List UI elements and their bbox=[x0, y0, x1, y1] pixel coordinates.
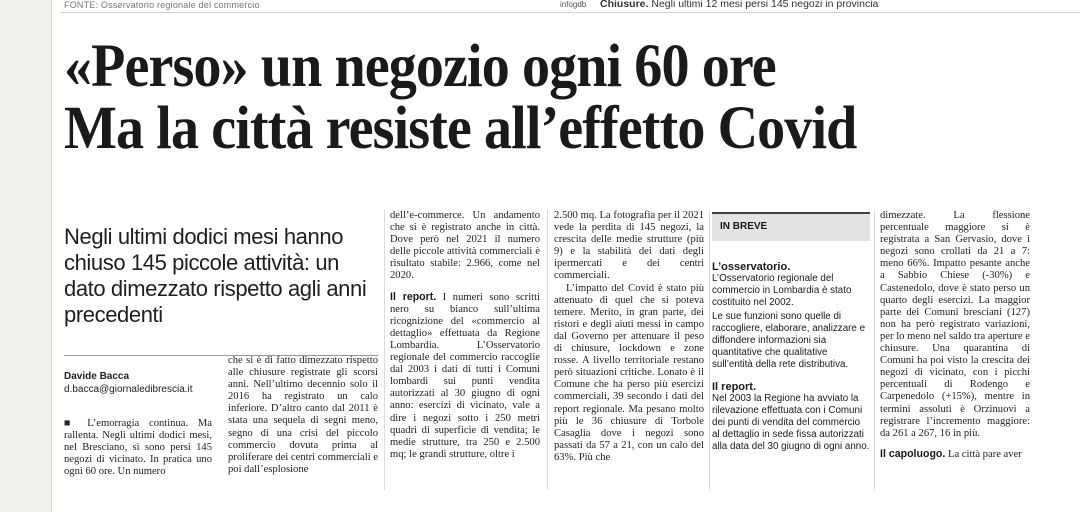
column-divider bbox=[709, 210, 710, 490]
author-name: Davide Bacca bbox=[64, 371, 130, 382]
column-divider bbox=[874, 210, 875, 490]
headline-line-1: «Perso» un negozio ogni 60 ore bbox=[64, 33, 776, 100]
article-text: dell’e-commerce. Un andamento che si è registrato anche in città. Dove però nel 2021 il numero delle piccole attività commerciali è risultato stabile: 2.966, come nel 2020. bbox=[390, 210, 540, 282]
source-caption: FONTE: Osservatorio regionale del commercio bbox=[64, 0, 260, 10]
article-column-2 bbox=[228, 355, 378, 476]
article-text: La città pare aver bbox=[945, 448, 1022, 460]
article-text: L’impatto del Covid è stato più attenuato di quel che si poteva temere. Merito, in gran parte, dei ristori e degli aiuti messi in campo dal Governo per attenuare il peso di chiusure, lockdown e zone rosse. A livello territoriale restano però situazioni critiche. Lonato è il Comune che ha perso più esercizi commerciali, 39 secondo i dati del report regionale. Ma pesano molto più le 36 chiusure di Torbole Casaglia dove i negozi sono passati da 57 a 21, con un calo del 63%. Più che bbox=[554, 282, 704, 463]
column-divider bbox=[384, 210, 385, 490]
brief-text: Le sue funzioni sono quelle di raccogliere, elaborare, analizzare e diffondere informazioni sia quantitative che qualitative sull’entità della rete distributiva. bbox=[712, 311, 866, 370]
headline bbox=[64, 33, 984, 162]
related-teaser bbox=[600, 0, 878, 10]
in-brief-tag: IN BREVE bbox=[712, 212, 870, 241]
in-brief-box bbox=[712, 212, 870, 463]
left-margin bbox=[0, 0, 52, 512]
author-email[interactable]: d.bacca@giornaledibrescia.it bbox=[64, 384, 193, 395]
article-column-3 bbox=[390, 210, 540, 461]
article-text: che si è di fatto dimezzato rispetto alle chiusure registrate gli scorsi anni. Nell’ultimo decennio solo il 2016 ha registrato un calo inferiore. D’altro canto dal 2011 è stata una sequela di segni meno, segno di una crisi del piccolo commercio dovuta prima al proliferare dei centri commerciali e poi dall’esplosione bbox=[228, 355, 378, 475]
article-column-5 bbox=[880, 210, 1030, 461]
section-heading: Il report. bbox=[390, 290, 437, 303]
headline-line-2: Ma la città resiste all’effetto Covid bbox=[64, 95, 857, 162]
article-text: I numeri sono scritti nero su bianco sull’ultima ricognizione del «commercio al dettaglio» effettuata da Regione Lombardia. L’Osservatorio regionale del commercio raccoglie dal 2003 i dati di tutti i Comuni lombardi sui punti vendita autorizzati al 30 giugno di ogni anno: esercizi di vicinato, vale a dire i negozi sotto i 250 metri quadri di superficie di vendita; le medie strutture, tra 250 e 2.500 mq; le grandi strutture, oltre i bbox=[390, 291, 540, 460]
article-column-1 bbox=[64, 418, 212, 478]
byline bbox=[64, 370, 193, 396]
brief-text: Nel 2003 la Regione ha avviato la rilevazione effettuata con i Comuni dei punti di vendita del commercio al dettaglio in sede fissa autorizzati alla data del 30 giugno di ogni anno. bbox=[712, 393, 870, 452]
brief-heading: Il report. bbox=[712, 381, 757, 393]
top-divider bbox=[60, 12, 1080, 13]
teaser-kicker: Chiusure. bbox=[600, 0, 649, 10]
teaser-text: Negli ultimi 12 mesi persi 145 negozi in provincia bbox=[648, 0, 879, 10]
brief-text: L’Osservatorio regionale del commercio in Lombardia è stato costituito nel 2002. bbox=[712, 273, 852, 308]
subheadline: Negli ultimi dodici mesi hanno chiuso 145 piccole attività: un dato dimezzato rispetto agli anni precedenti bbox=[64, 224, 367, 327]
article-text: dimezzate. La flessione percentuale maggiore si è registrata a San Gervasio, dove i negozi sono crollati da 21 a 7: meno 66%. Impatto pesante anche a Sabbio Chiese (-30%) e Castenedolo, dove è stato perso un quarto degli esercizi. La maggior parte dei Comuni bresciani (127) non ha però registrato variazioni, per lo meno nel saldo tra aperture e chiusure. Una quarantina di Comuni ha poi visto la crescita dei negozi di vicinato, con i picchi percentuali di Rodengo e Carpenedolo (+15%), mentre in termini assoluti è Orzinuovi a registrare l’incremento maggiore: da 261 a 267, 16 in più. bbox=[880, 210, 1030, 439]
article-text: ■ L’emorragia continua. Ma rallenta. Negli ultimi dodici mesi, nel Bresciano, si sono persi 145 negozi di vicinato. In pratica uno ogni 60 ore. Un numero bbox=[64, 418, 212, 478]
brief-heading: L’osservatorio. bbox=[712, 261, 791, 273]
article-text: 2.500 mq. La fotografia per il 2021 vede la perdita di 145 negozi, la crescita delle medie strutture (più 9) e la stabilità dei dati degli ipermercati e dei centri commerciali. bbox=[554, 210, 704, 282]
section-heading: Il capoluogo. bbox=[880, 447, 946, 460]
top-strip bbox=[60, 0, 1080, 12]
infographic-credit: infogdb bbox=[560, 0, 587, 9]
column-divider bbox=[547, 210, 548, 490]
article-column-4 bbox=[554, 210, 704, 464]
